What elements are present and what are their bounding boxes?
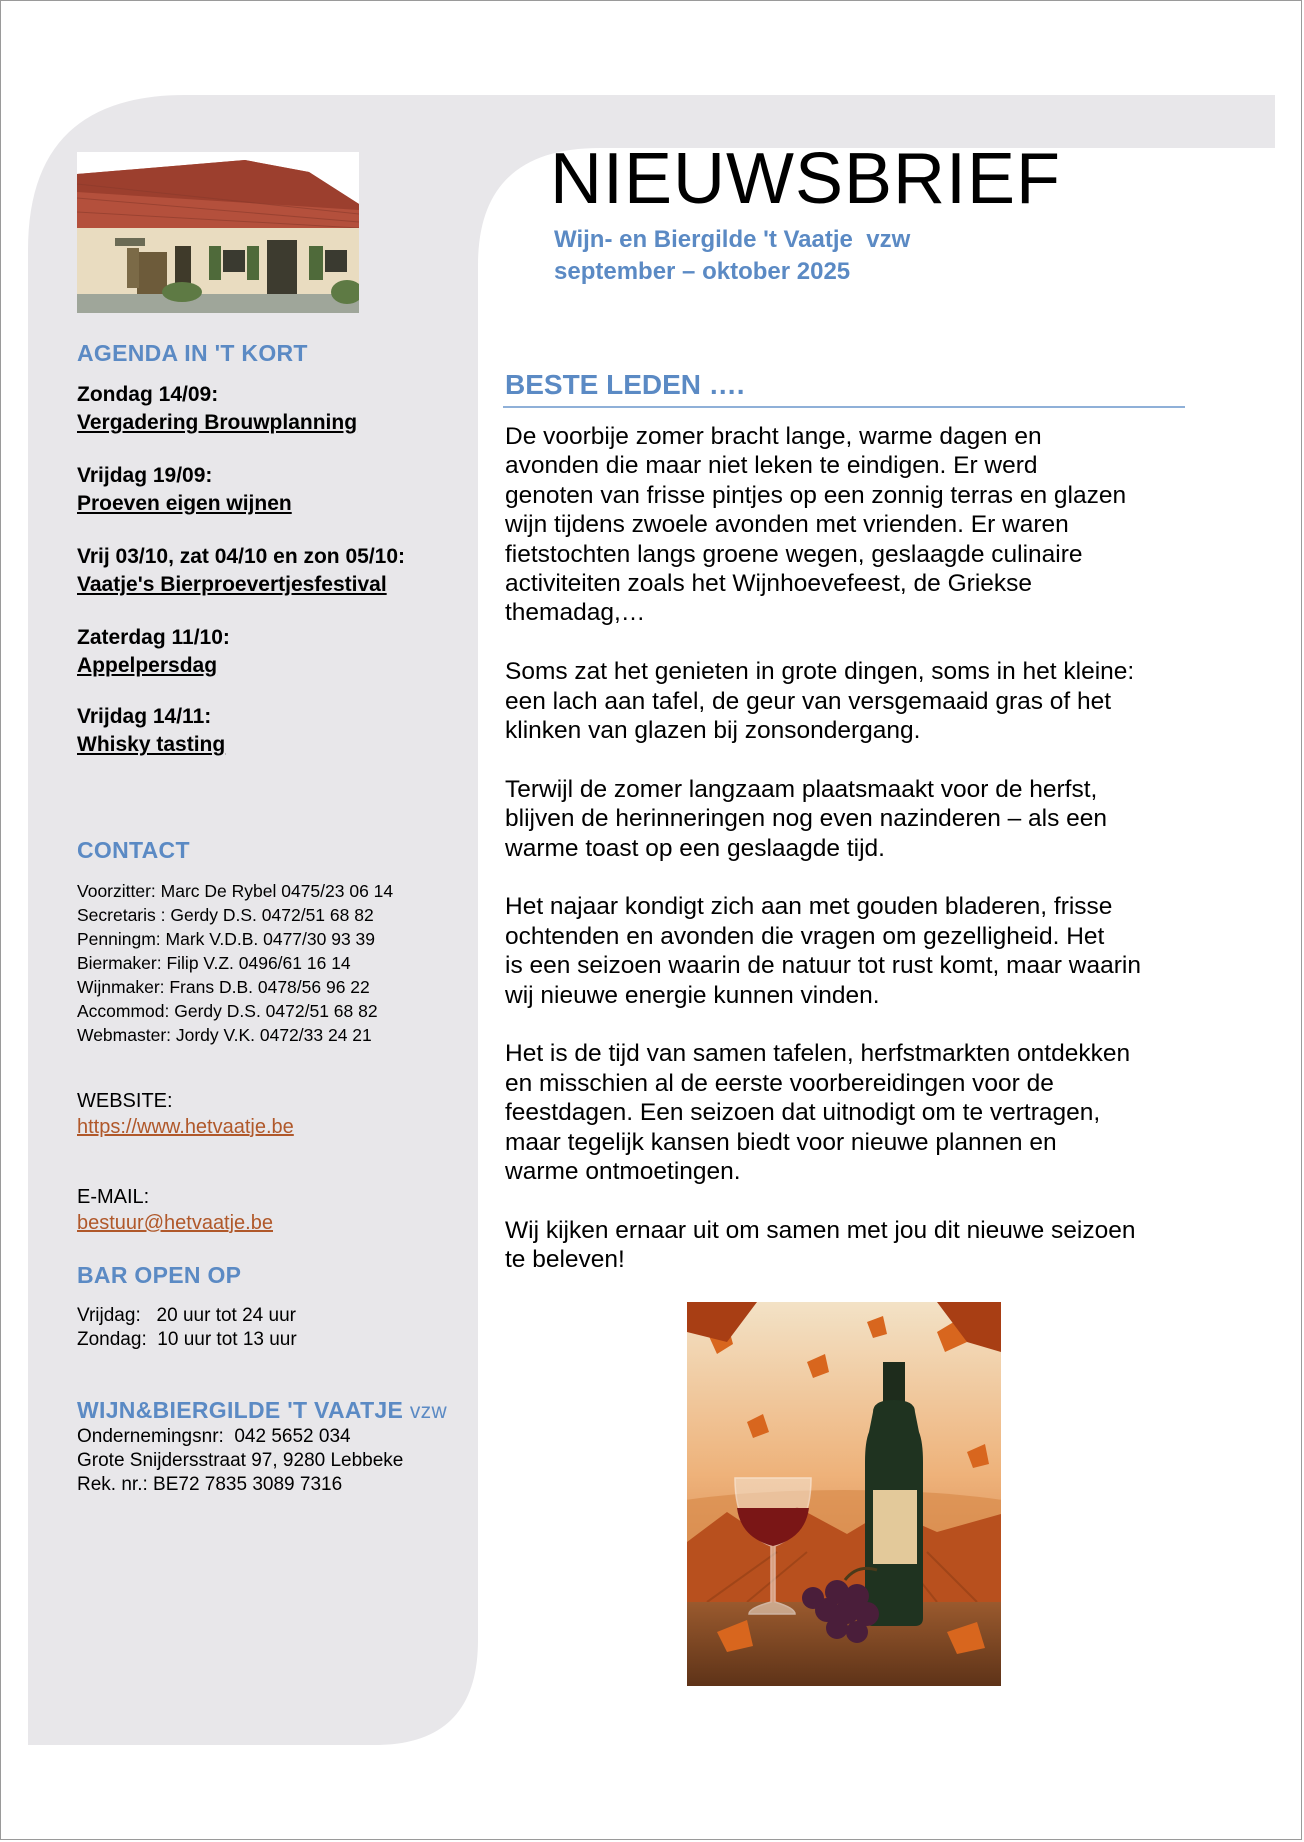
text-line: genoten van frisse pintjes op een zonnig terras en glazen bbox=[505, 481, 1127, 509]
paragraph bbox=[505, 775, 1195, 863]
agenda-link-appelpersdag[interactable]: Appelpersdag bbox=[77, 654, 218, 677]
website-link[interactable]: https://www.hetvaatje.be bbox=[77, 1116, 294, 1138]
paragraph bbox=[505, 892, 1195, 1010]
paragraph bbox=[505, 657, 1195, 745]
org-line: Rek. nr.: BE72 7835 3089 7316 bbox=[77, 1474, 343, 1495]
text-line: De voorbije zomer bracht lange, warme dagen en bbox=[505, 423, 1042, 450]
agenda-date: Vrij 03/10, zat 04/10 en zon 05/10: bbox=[77, 545, 406, 568]
website-block bbox=[77, 1088, 294, 1140]
email-block bbox=[77, 1184, 273, 1236]
agenda-date: Zaterdag 11/10: bbox=[77, 626, 230, 649]
agenda-heading: AGENDA IN 'T KORT bbox=[77, 340, 308, 366]
bar-hours-line: Vrijdag: 20 uur tot 24 uur bbox=[77, 1305, 296, 1326]
agenda-date: Vrijdag 14/11: bbox=[77, 705, 212, 728]
bar-hours bbox=[77, 1304, 297, 1352]
text-line: warme toast op een geslaagde tijd. bbox=[505, 834, 885, 862]
org-suffix: vzw bbox=[409, 1400, 447, 1423]
contact-line: Voorzitter: Marc De Rybel 0475/23 06 14 bbox=[77, 881, 394, 901]
text-line: blijven de herinneringen nog even nazinderen – als een bbox=[505, 805, 1108, 833]
email-link[interactable]: bestuur@hetvaatje.be bbox=[77, 1212, 273, 1234]
agenda-link-proeven[interactable]: Proeven eigen wijnen bbox=[77, 492, 292, 515]
text-line: een lach aan tafel, de geur van versgemaaid gras of het bbox=[505, 687, 1112, 715]
website-label: WEBSITE: bbox=[77, 1090, 173, 1112]
bar-hours-line: Zondag: 10 uur tot 13 uur bbox=[77, 1329, 297, 1350]
text-line: warme ontmoetingen. bbox=[505, 1158, 741, 1186]
text-line: klinken van glazen bij zonsondergang. bbox=[505, 717, 921, 745]
text-line: fietstochten langs groene wegen, geslaagde culinaire bbox=[505, 540, 1083, 568]
section-heading: BESTE LEDEN …. bbox=[505, 369, 745, 400]
contact-line: Biermaker: Filip V.Z. 0496/61 16 14 bbox=[77, 953, 351, 973]
contact-line: Penningm: Mark V.D.B. 0477/30 93 39 bbox=[77, 929, 376, 949]
text-line: en misschien al de eerste voorbereidingen voor de bbox=[505, 1069, 1054, 1097]
text-line: wijn tijdens zwoele avonden met vrienden. Er waren bbox=[505, 511, 1069, 539]
contact-line: Webmaster: Jordy V.K. 0472/33 24 21 bbox=[77, 1025, 372, 1045]
text-line: Het is de tijd van samen tafelen, herfstmarkten ontdekken bbox=[505, 1040, 1131, 1068]
newsletter-issue: september – oktober 2025 bbox=[554, 258, 851, 285]
paragraph bbox=[505, 1039, 1195, 1186]
org-heading bbox=[77, 1397, 447, 1424]
agenda-link-whisky[interactable]: Whisky tasting bbox=[77, 733, 226, 756]
text-line: is een seizoen waarin de natuur tot rust komt, maar waarin bbox=[505, 952, 1141, 980]
org-line: Ondernemingsnr: 042 5652 034 bbox=[77, 1426, 351, 1447]
text-line: feestdagen. Een seizoen dat uitnodigt om te vertragen, bbox=[505, 1099, 1101, 1127]
contact-line: Accommod: Gerdy D.S. 0472/51 68 82 bbox=[77, 1001, 378, 1021]
agenda-item bbox=[77, 624, 230, 680]
newsletter-subtitle: Wijn- en Biergilde 't Vaatje vzw bbox=[554, 226, 911, 253]
agenda-item bbox=[77, 543, 405, 599]
contact-line: Secretaris : Gerdy D.S. 0472/51 68 82 bbox=[77, 905, 374, 925]
text-line: themadag,… bbox=[505, 599, 646, 627]
text-line: activiteiten zoals het Wijnhoevefeest, de Griekse bbox=[505, 570, 1033, 598]
clubhouse-photo bbox=[77, 152, 359, 313]
agenda-link-brouwplanning[interactable]: Vergadering Brouwplanning bbox=[77, 411, 358, 434]
paragraph bbox=[505, 422, 1195, 628]
agenda-item bbox=[77, 462, 292, 518]
org-name: WIJN&BIERGILDE 'T VAATJE bbox=[77, 1397, 404, 1423]
text-line: Soms zat het genieten in grote dingen, soms in het kleine: bbox=[505, 658, 1135, 686]
text-line: Het najaar kondigt zich aan met gouden bladeren, frisse bbox=[505, 893, 1113, 921]
newsletter-title: NIEUWSBRIEF bbox=[550, 139, 1062, 219]
text-line: Terwijl de zomer langzaam plaatsmaakt voor de herfst, bbox=[505, 775, 1098, 803]
article-body bbox=[505, 422, 1195, 1304]
agenda-date: Vrijdag 19/09: bbox=[77, 464, 213, 487]
text-line: avonden die maar niet leken te eindigen. Er werd bbox=[505, 452, 1038, 480]
org-line: Grote Snijdersstraat 97, 9280 Lebbeke bbox=[77, 1450, 404, 1471]
org-details bbox=[77, 1425, 403, 1497]
contact-list bbox=[77, 879, 393, 1047]
paragraph bbox=[505, 1216, 1195, 1275]
email-label: E-MAIL: bbox=[77, 1186, 150, 1208]
agenda-item bbox=[77, 381, 357, 437]
text-line: maar tegelijk kansen biedt voor nieuwe plannen en bbox=[505, 1128, 1057, 1156]
bar-heading: BAR OPEN OP bbox=[77, 1262, 242, 1288]
contact-heading: CONTACT bbox=[77, 837, 190, 863]
contact-line: Wijnmaker: Frans D.B. 0478/56 96 22 bbox=[77, 977, 370, 997]
text-line: te beleven! bbox=[505, 1246, 625, 1274]
text-line: wij nieuwe energie kunnen vinden. bbox=[505, 981, 880, 1009]
text-line: Wij kijken ernaar uit om samen met jou dit nieuwe seizoen bbox=[505, 1216, 1136, 1244]
autumn-wine-illustration bbox=[687, 1302, 1001, 1686]
section-divider bbox=[503, 406, 1185, 408]
agenda-date: Zondag 14/09: bbox=[77, 383, 219, 406]
agenda-link-festival[interactable]: Vaatje's Bierproevertjesfestival bbox=[77, 573, 387, 596]
agenda-item bbox=[77, 703, 225, 759]
text-line: ochtenden en avonden die vragen om gezelligheid. Het bbox=[505, 922, 1105, 950]
